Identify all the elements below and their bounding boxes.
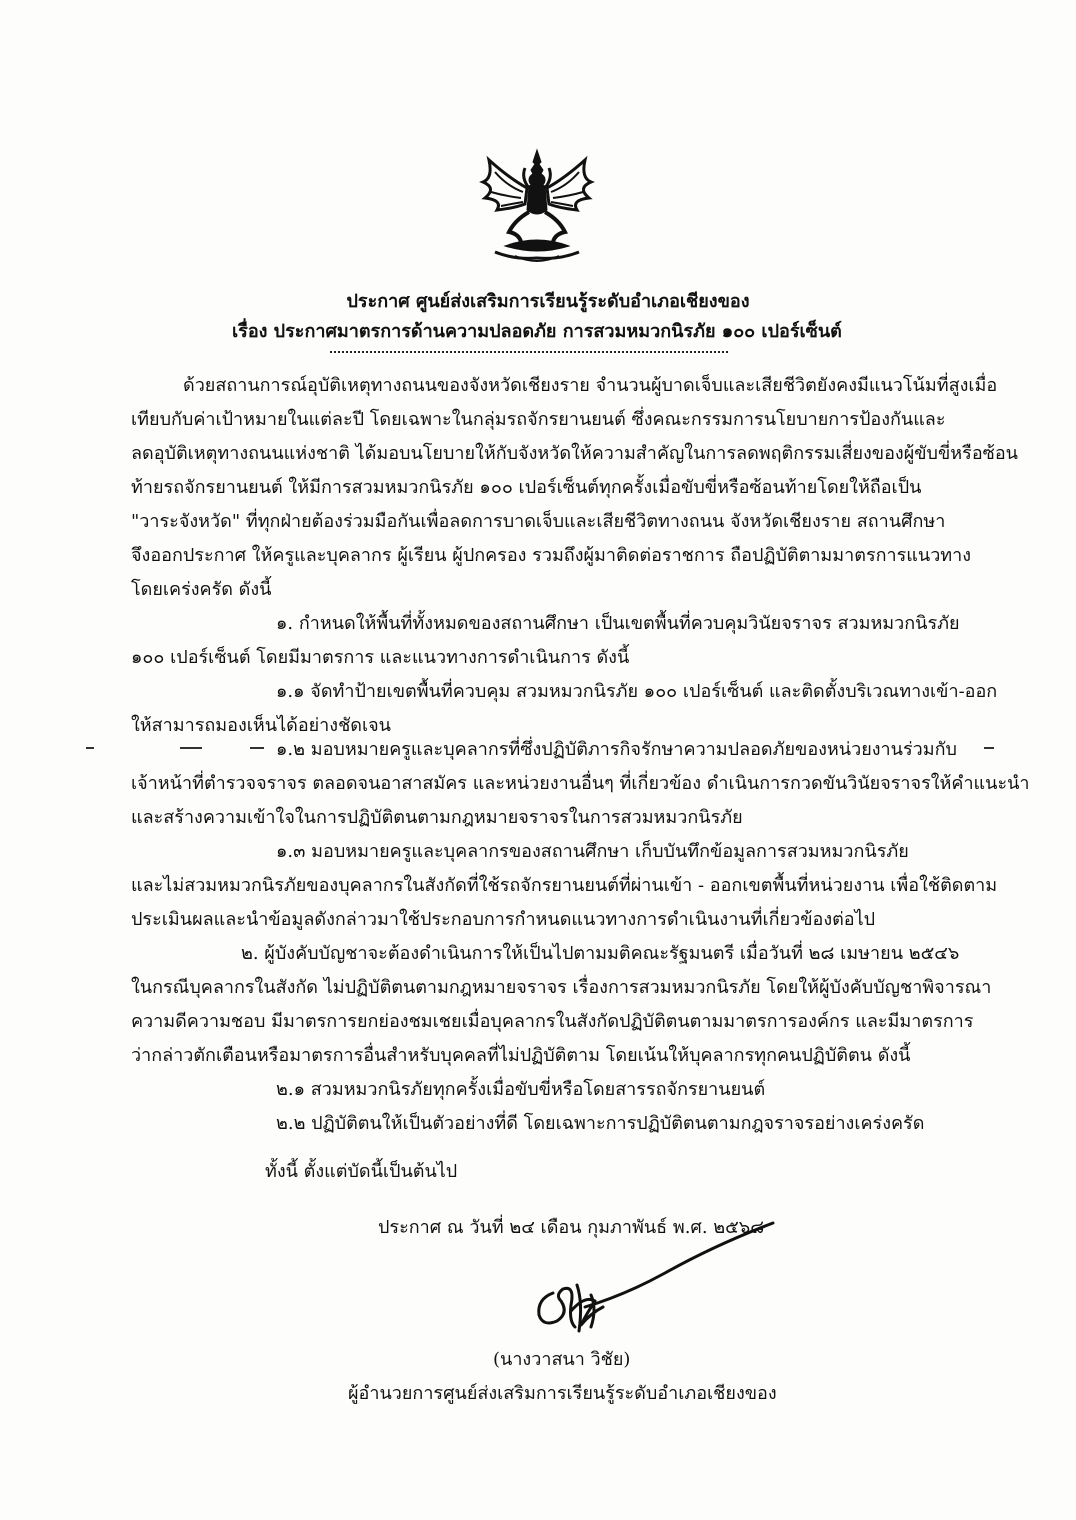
garuda-emblem-icon — [475, 148, 600, 266]
announcement-title: ประกาศ ศูนย์ส่งเสริมการเรียนรู้ระดับอำเภอเชียงของ — [346, 291, 750, 312]
body-line: ๒.๑ สวมหมวกนิรภัยทุกครั้งเมื่อขับขี่หรือโดยสารรถจักรยานยนต์ — [276, 1079, 766, 1100]
margin-mark — [250, 747, 264, 749]
body-line: เทียบกับค่าเป้าหมายในแต่ละปี โดยเฉพาะในกลุ่มรถจักรยานยนต์ ซึ่งคณะกรรมการนโยบายการป้องกันและ — [131, 409, 946, 430]
body-line: ท้ายรถจักรยานยนต์ ให้มีการสวมหมวกนิรภัย ๑๐๐ เปอร์เซ็นต์ทุกครั้งเมื่อขับขี่หรือซ้อนท้ายโดยให้ถือเป็น — [131, 477, 922, 498]
signatory-title: ผู้อำนวยการศูนย์ส่งเสริมการเรียนรู้ระดับอำเภอเชียงของ — [348, 1383, 777, 1404]
body-line: ให้สามารถมองเห็นได้อย่างชัดเจน — [131, 715, 391, 736]
signature-icon — [525, 1215, 815, 1355]
margin-mark — [86, 747, 94, 749]
body-line: เจ้าหน้าที่ตำรวจจราจร ตลอดจนอาสาสมัคร และหน่วยงานอื่นๆ ที่เกี่ยวข้อง ดำเนินการกวดขันวินัยจราจรให้คำแนะนำ — [131, 773, 1030, 794]
body-line: ๑.๑ จัดทำป้ายเขตพื้นที่ควบคุม สวมหมวกนิรภัย ๑๐๐ เปอร์เซ็นต์ และติดตั้งบริเวณทางเข้า-ออก — [276, 681, 998, 702]
body-line: ๒.๒ ปฏิบัติตนให้เป็นตัวอย่างที่ดี โดยเฉพาะการปฏิบัติตนตามกฎจราจรอย่างเคร่งครัด — [276, 1113, 925, 1134]
announcement-subject: เรื่อง ประกาศมาตรการด้านความปลอดภัย การสวมหมวกนิรภัย ๑๐๐ เปอร์เซ็นต์ — [232, 321, 842, 342]
body-line: "วาระจังหวัด" ที่ทุกฝ่ายต้องร่วมมือกันเพื่อลดการบาดเจ็บและเสียชีวิตทางถนน จังหวัดเชียงราย สถานศึกษา — [131, 511, 946, 532]
body-line: จึงออกประกาศ ให้ครูและบุคลากร ผู้เรียน ผู้ปกครอง รวมถึงผู้มาติดต่อราชการ ถือปฏิบัติตามมาตรการแนวทาง — [131, 545, 972, 566]
margin-mark — [180, 747, 202, 749]
body-line: ลดอุบัติเหตุทางถนนแห่งชาติ ได้มอบนโยบายให้กับจังหวัดให้ความสำคัญในการลดพฤติกรรมเสี่ยงของผู้ขับขี่หรือซ้อน — [131, 443, 1018, 464]
date-line: ประกาศ ณ วันที่ ๒๔ เดือน กุมภาพันธ์ พ.ศ. ๒๕๖๘ — [378, 1217, 765, 1238]
body-line: ๑๐๐ เปอร์เซ็นต์ โดยมีมาตรการ และแนวทางการดำเนินการ ดังนี้ — [131, 647, 630, 668]
body-line: และไม่สวมหมวกนิรภัยของบุคลากรในสังกัดที่ใช้รถจักรยานยนต์ที่ผ่านเข้า - ออกเขตพื้นที่หน่วยงาน เพื่อใช้ติดตาม — [131, 875, 998, 896]
body-line: ความดีความชอบ มีมาตรการยกย่องชมเชยเมื่อบุคลากรในสังกัดปฏิบัติตนตามมาตรการองค์กร และมีมาตรการ — [131, 1011, 974, 1032]
signatory-name: (นางวาสนา วิชัย) — [493, 1349, 631, 1370]
dotted-divider — [330, 345, 728, 353]
closing-statement: ทั้งนี้ ตั้งแต่บัดนี้เป็นต้นไป — [265, 1161, 458, 1182]
body-line: และสร้างความเข้าใจในการปฏิบัติตนตามกฎหมายจราจรในการสวมหมวกนิรภัย — [131, 807, 743, 828]
body-line: ว่ากล่าวตักเตือนหรือมาตรการอื่นสำหรับบุคคลที่ไม่ปฏิบัติตาม โดยเน้นให้บุคลากรทุกคนปฏิบัติตน ดังนี้ — [131, 1045, 911, 1066]
body-line: ๑.๓ มอบหมายครูและบุคลากรของสถานศึกษา เก็บบันทึกข้อมูลการสวมหมวกนิรภัย — [276, 841, 909, 862]
body-line: โดยเคร่งครัด ดังนี้ — [131, 579, 272, 600]
body-line: ด้วยสถานการณ์อุบัติเหตุทางถนนของจังหวัดเชียงราย จำนวนผู้บาดเจ็บและเสียชีวิตยังคงมีแนวโน้มที่สูงเมื่อ — [183, 375, 998, 396]
margin-mark — [984, 747, 994, 749]
body-line: ประเมินผลและนำข้อมูลดังกล่าวมาใช้ประกอบการกำหนดแนวทางการดำเนินงานที่เกี่ยวข้องต่อไป — [131, 909, 876, 930]
body-line: ๒. ผู้บังคับบัญชาจะต้องดำเนินการให้เป็นไปตามมติคณะรัฐมนตรี เมื่อวันที่ ๒๘ เมษายน ๒๕๔๖ — [241, 943, 960, 964]
body-line: ๑. กำหนดให้พื้นที่ทั้งหมดของสถานศึกษา เป็นเขตพื้นที่ควบคุมวินัยจราจร สวมหมวกนิรภัย — [276, 613, 960, 634]
body-line: ๑.๒ มอบหมายครูและบุคลากรที่ซึ่งปฏิบัติภารกิจรักษาความปลอดภัยของหน่วยงานร่วมกับ — [276, 739, 957, 760]
body-line: ในกรณีบุคลากรในสังกัด ไม่ปฏิบัติตนตามกฎหมายจราจร เรื่องการสวมหมวกนิรภัย โดยให้ผู้บังคับบัญชาพิจารณา — [131, 977, 992, 998]
